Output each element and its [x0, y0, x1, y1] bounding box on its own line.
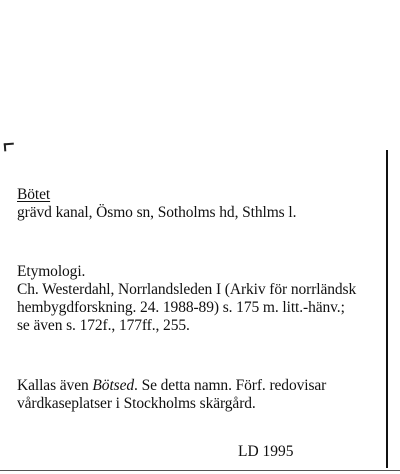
bottom-edge-rule [0, 470, 400, 471]
corner-mark [4, 143, 15, 152]
note-line-2: vårdkaseplatser i Stockholms skärgård. [17, 395, 256, 412]
note-prefix: Kallas även [17, 377, 93, 394]
note-variant-name: Bötsed [92, 377, 135, 394]
etymology-line-2: hembygdforskning. 24. 1988-89) s. 175 m. litt.-hänv.; [17, 299, 345, 316]
definition: grävd kanal, Ösmo sn, Sotholms hd, Sthlms l. [17, 204, 297, 221]
note-suffix: . Se detta namn. Förf. redovisar [134, 377, 327, 394]
etymology-heading: Etymologi. [17, 263, 86, 280]
etymology-line-3: se även s. 172f., 177ff., 255. [17, 317, 190, 334]
signature: LD 1995 [238, 443, 294, 460]
etymology-line-1: Ch. Westerdahl, Norrlandsleden I (Arkiv för norrländsk [17, 281, 357, 298]
note-line-1 [17, 377, 326, 395]
headword: Bötet [17, 186, 51, 203]
right-edge-rule [386, 150, 388, 468]
